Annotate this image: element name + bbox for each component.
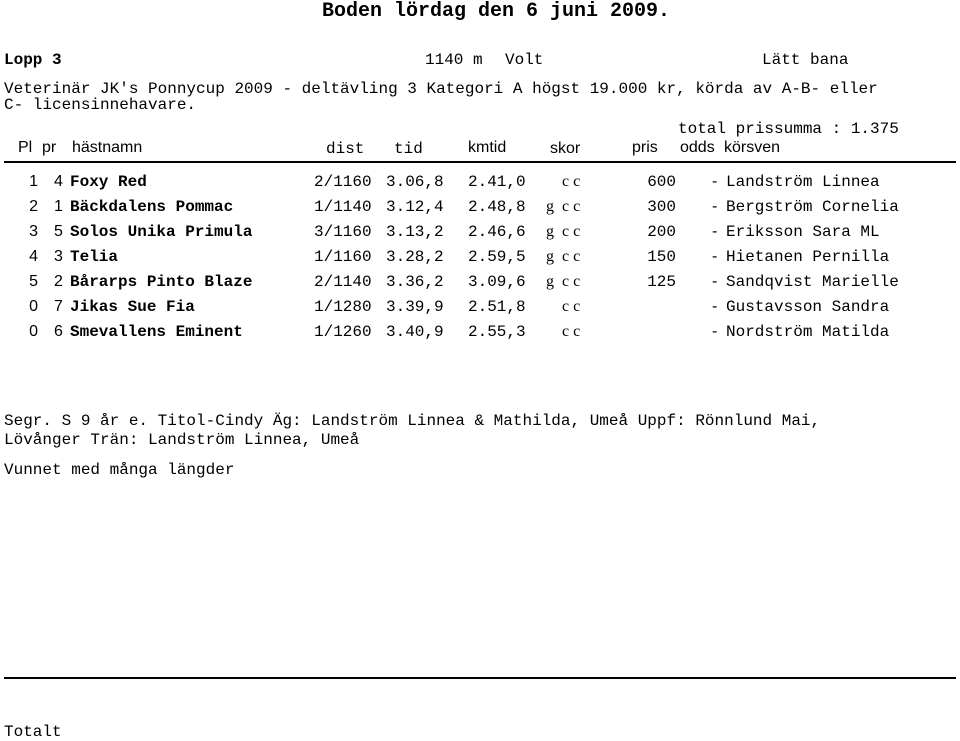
cell-odds-dash: - [712, 198, 718, 215]
cell-driver: Eriksson Sara ML [726, 223, 880, 241]
winner-info-line2: Lövånger Trän: Landström Linnea, Umeå [4, 431, 360, 449]
cell-driver: Nordström Matilda [726, 323, 890, 341]
cell-km-time: 2.51,8 [468, 298, 526, 316]
col-header-name: hästnamn [72, 139, 143, 156]
cell-time: 3.12,4 [386, 198, 444, 216]
cell-pr: 1 [54, 198, 63, 215]
cell-dist: 3/1160 [314, 223, 372, 241]
cell-dist: 1/1140 [314, 198, 372, 216]
cell-dist: 1/1260 [314, 323, 372, 341]
cell-driver: Landström Linnea [726, 173, 880, 191]
cell-pr: 6 [54, 323, 63, 340]
table-row [0, 173, 960, 197]
cell-dist: 2/1140 [314, 273, 372, 291]
cell-time: 3.36,2 [386, 273, 444, 291]
prize-total: total prissumma : 1.375 [678, 120, 899, 138]
cell-prize: 150 [647, 248, 676, 266]
cell-odds-dash: - [712, 248, 718, 265]
cell-shoes-g: g [546, 223, 554, 240]
cell-pl: 4 [29, 248, 38, 265]
cell-pr: 7 [54, 298, 63, 315]
cell-driver: Bergström Cornelia [726, 198, 899, 216]
cell-km-time: 3.09,6 [468, 273, 526, 291]
cell-pr: 5 [54, 223, 63, 240]
cell-pr: 2 [54, 273, 63, 290]
page-title: Boden lördag den 6 juni 2009. [322, 0, 671, 23]
table-row [0, 298, 960, 322]
table-row [0, 198, 960, 222]
cell-time: 3.39,9 [386, 298, 444, 316]
cell-shoes-c: c c [562, 223, 581, 240]
cell-km-time: 2.48,8 [468, 198, 526, 216]
cell-odds-dash: - [712, 298, 718, 315]
cell-time: 3.13,2 [386, 223, 444, 241]
cell-prize: 200 [647, 223, 676, 241]
cell-time: 3.06,8 [386, 173, 444, 191]
footer-divider [4, 677, 956, 679]
table-row [0, 273, 960, 297]
race-description-line2: C- licensinnehavare. [4, 96, 197, 114]
start-type: Volt [505, 51, 544, 69]
cell-pl: 0 [29, 323, 38, 340]
cell-km-time: 2.46,6 [468, 223, 526, 241]
cell-km-time: 2.41,0 [468, 173, 526, 191]
race-label: Lopp 3 [4, 51, 62, 69]
col-header-kmtid: kmtid [468, 139, 507, 156]
cell-prize: 300 [647, 198, 676, 216]
cell-odds-dash: - [712, 223, 718, 240]
track-condition: Lätt bana [762, 51, 849, 69]
cell-odds-dash: - [712, 273, 718, 290]
cell-shoes-g: g [546, 248, 554, 265]
col-header-skor: skor [550, 140, 581, 157]
table-row [0, 248, 960, 272]
cell-pr: 3 [54, 248, 63, 265]
col-header-pl: Pl [18, 139, 33, 156]
cell-horse-name: Foxy Red [70, 173, 147, 191]
col-header-pr: pr [42, 139, 57, 156]
cell-prize: 125 [647, 273, 676, 291]
cell-driver: Hietanen Pernilla [726, 248, 890, 266]
col-header-dist: dist [326, 140, 365, 158]
cell-time: 3.40,9 [386, 323, 444, 341]
cell-shoes-c: c c [562, 173, 581, 190]
cell-prize: 600 [647, 173, 676, 191]
table-row [0, 223, 960, 247]
cell-driver: Gustavsson Sandra [726, 298, 890, 316]
cell-horse-name: Bäckdalens Pommac [70, 198, 234, 216]
cell-pl: 0 [29, 298, 38, 315]
cell-pl: 2 [29, 198, 38, 215]
cell-pr: 4 [54, 173, 63, 190]
race-description-line1: Veterinär JK's Ponnycup 2009 - deltävling 3 Kategori A högst 19.000 kr, körda av A-B- eller [4, 80, 878, 98]
cell-dist: 2/1160 [314, 173, 372, 191]
cell-km-time: 2.55,3 [468, 323, 526, 341]
cell-pl: 5 [29, 273, 38, 290]
winner-info-line1: Segr. S 9 år e. Titol-Cindy Äg: Landström Linnea & Mathilda, Umeå Uppf: Rönnlund Mai, [4, 412, 821, 430]
cell-shoes-c: c c [562, 273, 581, 290]
col-header-driver: körsven [724, 139, 781, 156]
total-label: Totalt [4, 723, 62, 741]
col-header-tid: tid [394, 140, 423, 158]
cell-shoes-c: c c [562, 198, 581, 215]
cell-horse-name: Jikas Sue Fia [70, 298, 195, 316]
col-header-pris: pris [632, 139, 658, 156]
cell-shoes-c: c c [562, 298, 581, 315]
cell-shoes-c: c c [562, 323, 581, 340]
cell-shoes-g: g [546, 198, 554, 215]
cell-driver: Sandqvist Marielle [726, 273, 899, 291]
col-header-odds: odds [680, 139, 715, 156]
cell-horse-name: Smevallens Eminent [70, 323, 243, 341]
cell-pl: 1 [29, 173, 38, 190]
cell-shoes-g: g [546, 273, 554, 290]
cell-km-time: 2.59,5 [468, 248, 526, 266]
cell-odds-dash: - [712, 173, 718, 190]
cell-horse-name: Bårarps Pinto Blaze [70, 273, 253, 291]
cell-dist: 1/1280 [314, 298, 372, 316]
cell-pl: 3 [29, 223, 38, 240]
header-divider [4, 161, 956, 163]
cell-horse-name: Solos Unika Primula [70, 223, 253, 241]
cell-shoes-c: c c [562, 248, 581, 265]
cell-horse-name: Telia [70, 248, 119, 266]
cell-time: 3.28,2 [386, 248, 444, 266]
cell-odds-dash: - [712, 323, 718, 340]
cell-dist: 1/1160 [314, 248, 372, 266]
race-distance: 1140 m [425, 51, 483, 69]
race-comment: Vunnet med många längder [4, 461, 235, 479]
table-row [0, 323, 960, 347]
